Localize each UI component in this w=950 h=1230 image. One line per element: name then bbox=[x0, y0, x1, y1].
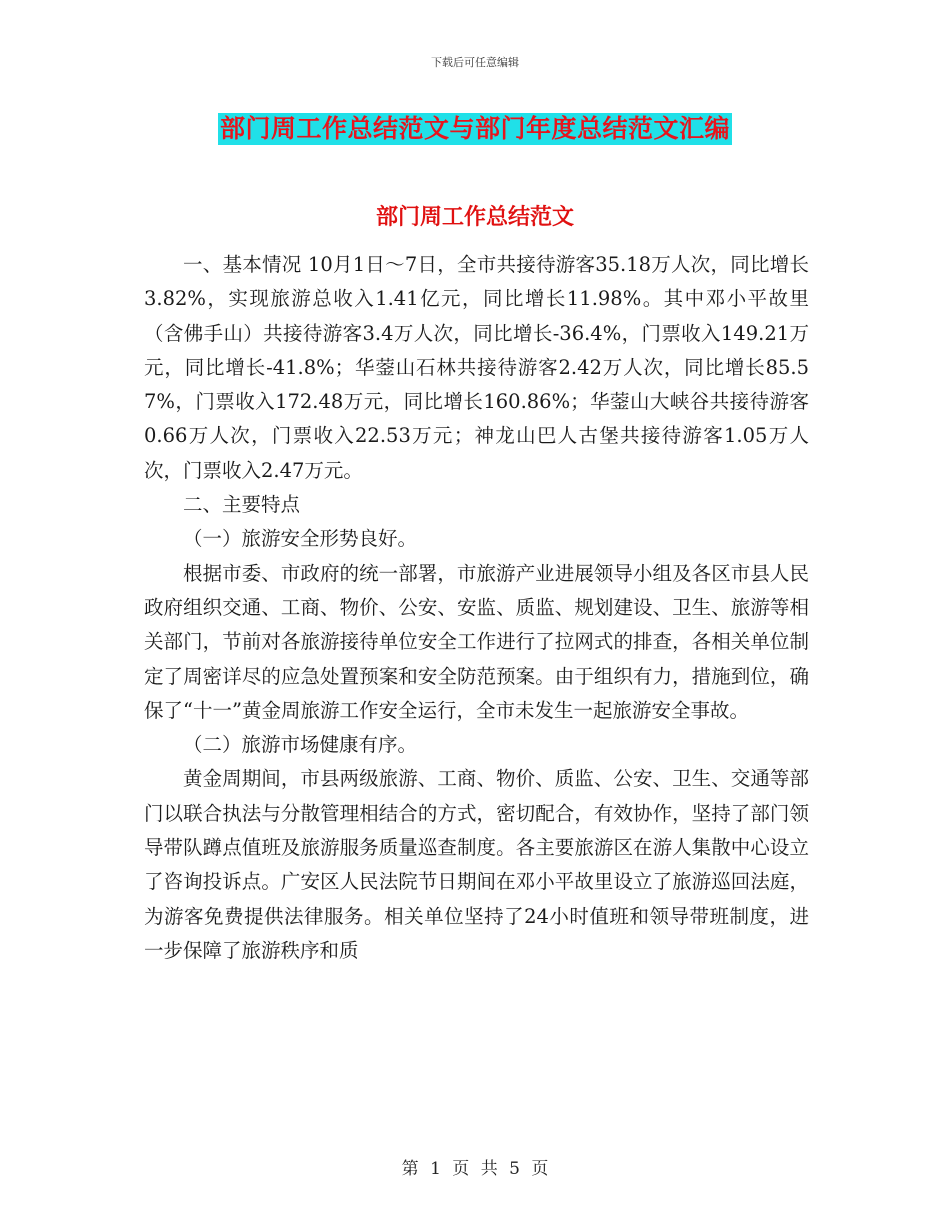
heading-main-features: 二、主要特点 bbox=[183, 493, 301, 517]
document-title-text: 部门周工作总结范文与部门年度总结范文汇编 bbox=[219, 114, 730, 143]
paragraph-market: 黄金周期间，市县两级旅游、工商、物价、质监、公安、卫生、交通等部门以联合执法与分散管理相结合的方式，密切配合，有效协作，坚持了部门领导带队蹲点值班及旅游服务质量巡查制度。各主要旅游区在游人集散中心设立了咨询投诉点。广安区人民法院节日期间在邓小平故里设立了旅游巡回法庭，为游客免费提供法律服务。相关单位坚持了24小时值班和领导带班制度，进一步保障了旅游秩序和质 bbox=[144, 767, 809, 962]
body-text bbox=[144, 248, 809, 968]
paragraph-basic-situation: 一、基本情况 10月1日～7日，全市共接待游客35.18万人次，同比增长3.82%，实现旅游总收入1.41亿元，同比增长11.98%。其中邓小平故里（含佛手山）共接待游客3.4万人次，同比增长-36.4%，门票收入149.21万元，同比增长-41.8%；华蓥山石林共接待游客2.42万人次，同比增长85.57%，门票收入172.48万元，同比增长160.86%；华蓥山大峡谷共接待游客0.66万人次，门票收入22.53万元；神龙山巴人古堡共接待游客1.05万人次，门票收入2.47万元。 bbox=[144, 253, 809, 482]
subheading-market: （二）旅游市场健康有序。 bbox=[183, 733, 418, 757]
subheading-safety: （一）旅游安全形势良好。 bbox=[183, 527, 418, 551]
header-note: 下载后可任意编辑 bbox=[431, 56, 519, 69]
section-title: 部门周工作总结范文 bbox=[375, 204, 574, 230]
document-title bbox=[0, 113, 950, 145]
paragraph-safety: 根据市委、市政府的统一部署，市旅游产业进展领导小组及各区市县人民政府组织交通、工商、物价、公安、安监、质监、规划建设、卫生、旅游等相关部门，节前对各旅游接待单位安全工作进行了拉网式的排查，各相关单位制定了周密详尽的应急处置预案和安全防范预案。由于组织有力，措施到位，确保了“十一”黄金周旅游工作安全运行，全市未发生一起旅游安全事故。 bbox=[144, 561, 809, 722]
page-footer: 第 1 页 共 5 页 bbox=[401, 1159, 549, 1179]
